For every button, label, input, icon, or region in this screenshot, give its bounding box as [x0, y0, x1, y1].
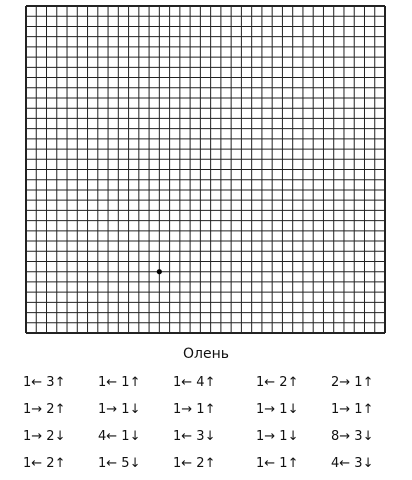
grid-canvas[interactable] [25, 5, 386, 334]
instruction-step: 1→ 1↓ [256, 402, 299, 417]
instruction-step: 1→ 1↓ [98, 402, 141, 417]
instruction-step: 8→ 3↓ [331, 429, 374, 444]
instruction-row [0, 453, 412, 475]
instruction-step: 1← 2↑ [256, 375, 299, 390]
instruction-step: 1→ 2↑ [23, 402, 66, 417]
instruction-step: 1← 1↑ [98, 375, 141, 390]
instruction-step: 1→ 1↓ [256, 429, 299, 444]
start-point [157, 269, 162, 274]
instruction-step: 1→ 1↑ [331, 402, 374, 417]
instruction-row [0, 426, 412, 448]
instruction-step: 1← 3↑ [23, 375, 66, 390]
instruction-row [0, 372, 412, 394]
instruction-step: 1→ 2↓ [23, 429, 66, 444]
instruction-step: 1← 4↑ [173, 375, 216, 390]
instruction-step: 1← 2↑ [23, 456, 66, 471]
instruction-step: 1← 2↑ [173, 456, 216, 471]
instruction-step: 2→ 1↑ [331, 375, 374, 390]
instruction-step: 1← 1↑ [256, 456, 299, 471]
instruction-row [0, 399, 412, 421]
instruction-step: 4← 3↓ [331, 456, 374, 471]
instruction-step: 1→ 1↑ [173, 402, 216, 417]
instruction-step: 1← 3↓ [173, 429, 216, 444]
page-title: Олень [183, 346, 229, 362]
instruction-step: 1← 5↓ [98, 456, 141, 471]
instruction-step: 4← 1↓ [98, 429, 141, 444]
drawing-grid[interactable] [25, 5, 386, 334]
